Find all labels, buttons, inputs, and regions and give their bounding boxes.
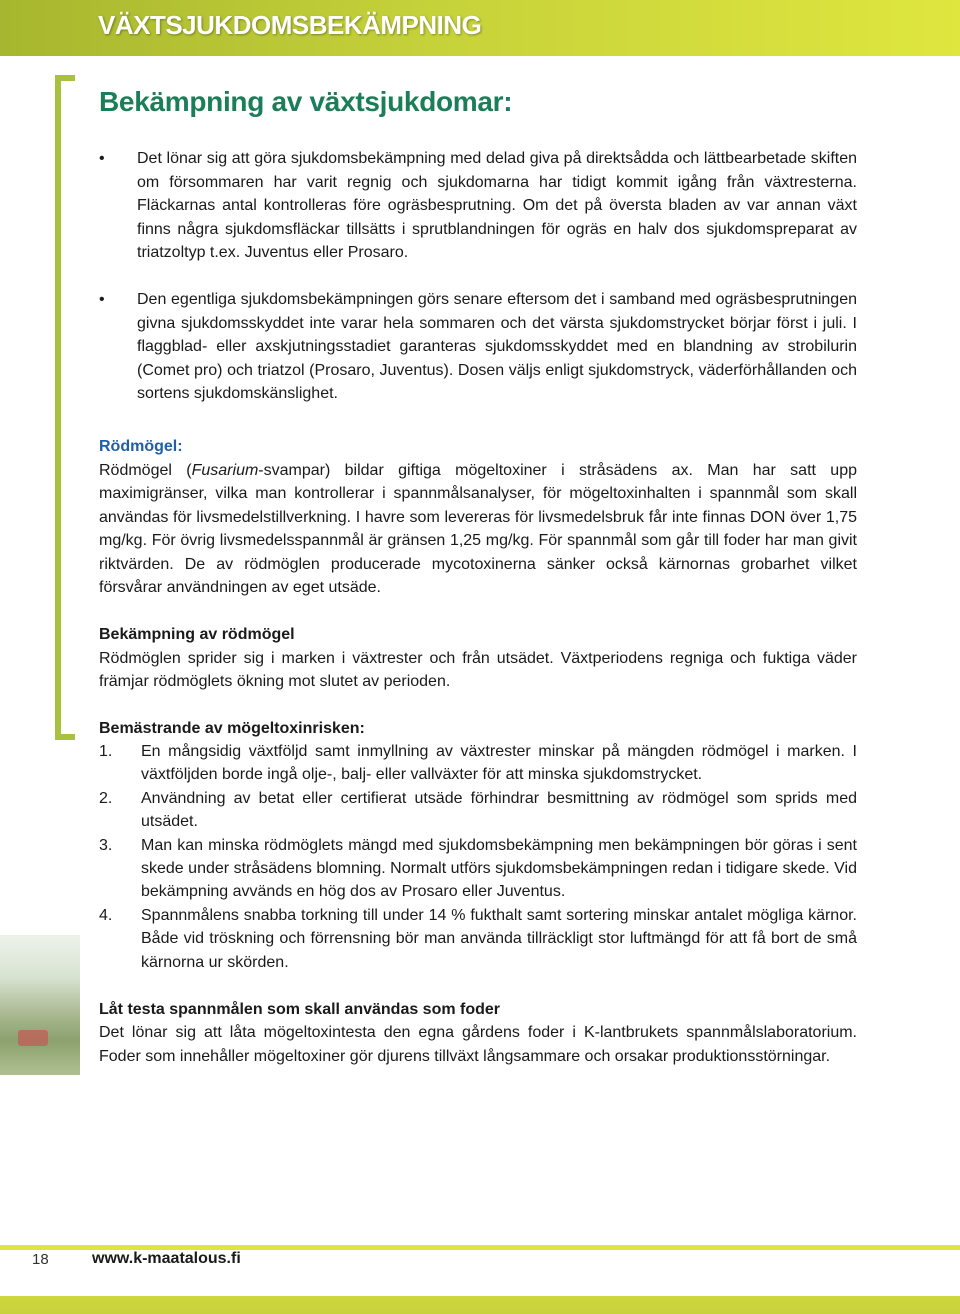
- list-text: Användning av betat eller certifierat utsäde förhindrar besmittning av rödmögel som sprids med utsädet.: [141, 789, 857, 831]
- rodmogel-text-a: Rödmögel (: [99, 461, 192, 479]
- list-text: Man kan minska rödmöglets mängd med sjukdomsbekämpning men bekämpningen bör göras i sent skede under stråsädens blomning. Normalt utförs sjukdomsbekämpningen redan i tidigare skede. Vid bekämpning avvänds en hög dos av Prosaro eller Juventus.: [141, 836, 857, 901]
- testa-paragraph: Det lönar sig att låta mögeltoxintesta den egna gårdens foder i K-lantbrukets spannmålslaboratorium. Foder som innehåller mögeltoxiner gör djurens tillväxt långsammare och orsakar produktionsstörningar.: [99, 1024, 857, 1065]
- list-text: Spannmålens snabba torkning till under 14 % fukthalt samt sortering minskar antalet mögliga kärnor. Både vid tröskning och förrensning bör man använda tillräckligt stor luftmängd för att få bort de små kärnorna ur skörden.: [141, 906, 857, 971]
- bullet-text: Den egentliga sjukdomsbekämpningen görs senare eftersom det i samband med ogräsbesprutningen givna sjukdomsskyddet inte varar hela sommaren och det värsta sjukdomstrycket börjar först i juli. I flaggblad- eller axskjutningsstadiet garanteras sjukdomsskyddet med en blandning av strobilurin (Comet pro) och triatzol (Prosaro, Juventus). Dosen väljs enligt sjukdomstryck, väderförhållanden och sortens sjukdomskänslighet.: [137, 291, 857, 403]
- field-photo: [0, 935, 80, 1075]
- list-number: 3.: [99, 836, 113, 854]
- tractor-icon: [18, 1030, 48, 1046]
- bullet-icon: •: [99, 150, 105, 168]
- bullet-item: [99, 147, 857, 264]
- bekampning-paragraph: Rödmöglen sprider sig i marken i växtrester och från utsädet. Växtperiodens regniga och fuktiga väder främjar rödmöglets ökning mot slutet av perioden.: [99, 649, 857, 691]
- section-title: VÄXTSJUKDOMSBEKÄMPNING: [98, 10, 482, 40]
- main-content: [99, 86, 858, 1068]
- testa-heading: Låt testa spannmålen som skall användas som foder: [99, 1001, 501, 1018]
- bemastrande-heading: Bemästrande av mögeltoxinrisken:: [99, 719, 365, 737]
- page-title: Bekämpning av växtsjukdomar:: [99, 86, 513, 117]
- page-number: 18: [32, 1251, 49, 1268]
- decorative-bracket: [55, 75, 75, 740]
- bullet-item: [99, 288, 857, 405]
- bemastrande-list: [99, 740, 857, 974]
- bullet-text: Det lönar sig att göra sjukdomsbekämpning med delad giva på direktsådda och lättbearbetade skiften om försommaren har varit regnig och sjukdomarna har tidigt kommit igång från växtresterna. Fläckarnas antal kontrolleras före ogräsbesprutning. Om det på översta bladen av var annan växt finns några sjukdomsfläckar tillsätts i sprutblandningen för ogräs en halv dos sjukdomspreparat av triatzoltyp t.ex. Juventus eller Prosaro.: [137, 150, 857, 262]
- list-item: [99, 904, 857, 974]
- rodmogel-text-b: -svampar) bildar giftiga mögeltoxiner i stråsädens ax. Man har satt upp maximigränser, vilka man kontrollerar i spannmålsanalyser, för mögeltoxinhalten i spannmål som skall användas för livsmedelstillverkning. I havre som levereras för livsmedelsbruk får inte finnas DON över 1,75 mg/kg. För övrig livsmedelsspannmål är gränsen 1,25 mg/kg. För spannmål som går till foder har man givit riktvärden. De av rödmöglen producerade mycotoxinerna sänker också kärnornas grobarhet vilket försvårar användningen av eget utsäde.: [99, 461, 858, 596]
- rodmogel-heading: Rödmögel:: [99, 438, 183, 456]
- rodmogel-paragraph: [99, 459, 857, 599]
- list-item: [99, 787, 857, 834]
- list-item: [99, 834, 857, 904]
- bullet-icon: •: [99, 291, 105, 309]
- bekampning-heading: Bekämpning av rödmögel: [99, 626, 295, 644]
- list-text: En mångsidig växtföljd samt inmyllning av växtrester minskar på mängden rödmögel i marken. I växtföljden borde ingå olje-, balj- eller vallväxter för att minska sjukdomstrycket.: [141, 742, 857, 784]
- list-number: 1.: [99, 742, 113, 760]
- footer-url-link[interactable]: www.k-maatalous.fi: [92, 1250, 241, 1267]
- list-number: 2.: [99, 789, 113, 807]
- list-item: [99, 740, 857, 787]
- rodmogel-text-italic: Fusarium: [191, 461, 259, 479]
- list-number: 4.: [99, 906, 113, 924]
